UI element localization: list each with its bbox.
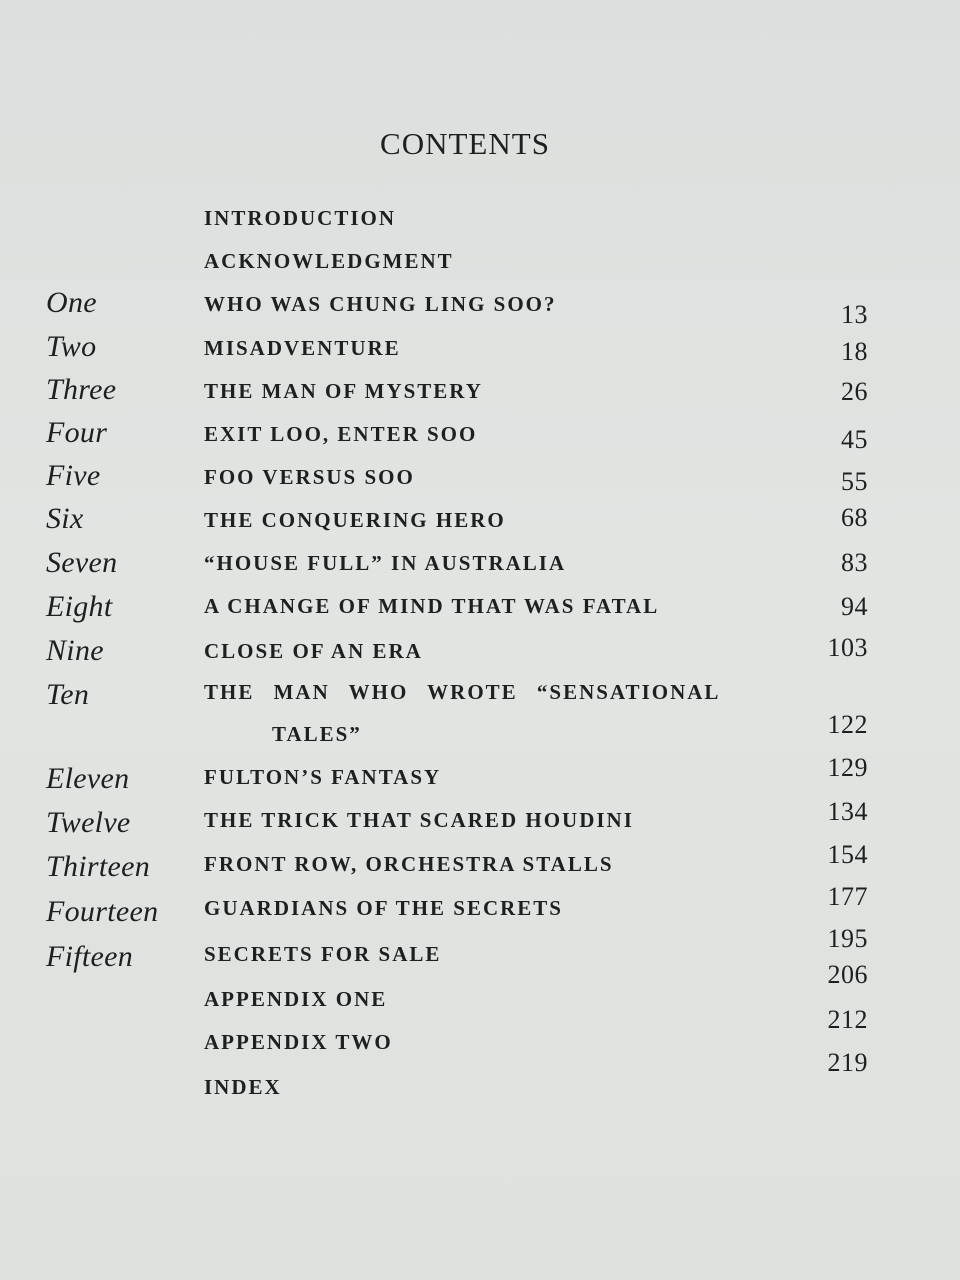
chapter-title: A CHANGE OF MIND THAT WAS FATAL (204, 594, 660, 618)
chapter-page: 26 (841, 377, 868, 406)
chapter-number: Seven (46, 546, 118, 579)
chapter-page: 122 (827, 710, 868, 739)
chapter-number: Fourteen (46, 895, 159, 928)
chapter-number: Thirteen (46, 850, 151, 883)
chapter-number: Fifteen (46, 940, 134, 973)
chapter-title: “HOUSE FULL” IN AUSTRALIA (204, 551, 567, 575)
chapter-title: THE MAN WHO WROTE “SENSATIONAL (204, 680, 721, 704)
toc-front-acknowledgment: ACKNOWLEDGMENT (204, 249, 454, 273)
chapter-title: WHO WAS CHUNG LING SOO? (204, 292, 557, 316)
chapter-page: 195 (827, 924, 868, 953)
chapter-number: Eight (46, 590, 113, 623)
chapter-page: 83 (841, 548, 868, 577)
chapter-number: One (46, 286, 97, 319)
chapter-page: 18 (841, 337, 868, 366)
appendix-two-title: APPENDIX TWO (204, 1030, 393, 1054)
chapter-title: MISADVENTURE (204, 336, 401, 360)
chapter-number: Eleven (46, 762, 130, 795)
chapter-title: FRONT ROW, ORCHESTRA STALLS (204, 852, 614, 876)
chapter-page: 13 (841, 300, 868, 329)
chapter-page: 134 (827, 797, 868, 826)
chapter-title: THE TRICK THAT SCARED HOUDINI (204, 808, 634, 832)
page-title: CONTENTS (380, 126, 550, 161)
chapter-page: 68 (841, 503, 868, 532)
chapter-title: SECRETS FOR SALE (204, 942, 442, 966)
chapter-page: 45 (841, 425, 868, 454)
chapter-title: FULTON’S FANTASY (204, 765, 442, 789)
chapter-title: THE MAN OF MYSTERY (204, 379, 483, 403)
chapter-title: GUARDIANS OF THE SECRETS (204, 896, 563, 920)
appendix-two-page: 212 (827, 1005, 868, 1034)
chapter-page: 55 (841, 467, 868, 496)
chapter-number: Ten (46, 678, 90, 711)
chapter-number: Twelve (46, 806, 131, 839)
toc-front-introduction: INTRODUCTION (204, 206, 397, 230)
appendix-one-title: APPENDIX ONE (204, 987, 388, 1011)
chapter-number: Six (46, 502, 84, 535)
chapter-title: FOO VERSUS SOO (204, 465, 415, 489)
chapter-page: 177 (827, 882, 868, 911)
chapter-number: Three (46, 373, 117, 406)
chapter-title: CLOSE OF AN ERA (204, 639, 423, 663)
chapter-title-continued: TALES” (272, 722, 362, 746)
chapter-number: Nine (46, 634, 104, 667)
chapter-number: Two (46, 330, 97, 363)
chapter-page: 129 (827, 753, 868, 782)
index-title: INDEX (204, 1075, 282, 1099)
chapter-title: EXIT LOO, ENTER SOO (204, 422, 478, 446)
appendix-one-page: 206 (827, 960, 868, 989)
chapter-page: 103 (827, 633, 868, 662)
chapter-page: 154 (827, 840, 868, 869)
chapter-number: Five (46, 459, 101, 492)
chapter-number: Four (46, 416, 108, 449)
chapter-page: 94 (841, 592, 868, 621)
chapter-title: THE CONQUERING HERO (204, 508, 506, 532)
index-page: 219 (827, 1048, 868, 1077)
